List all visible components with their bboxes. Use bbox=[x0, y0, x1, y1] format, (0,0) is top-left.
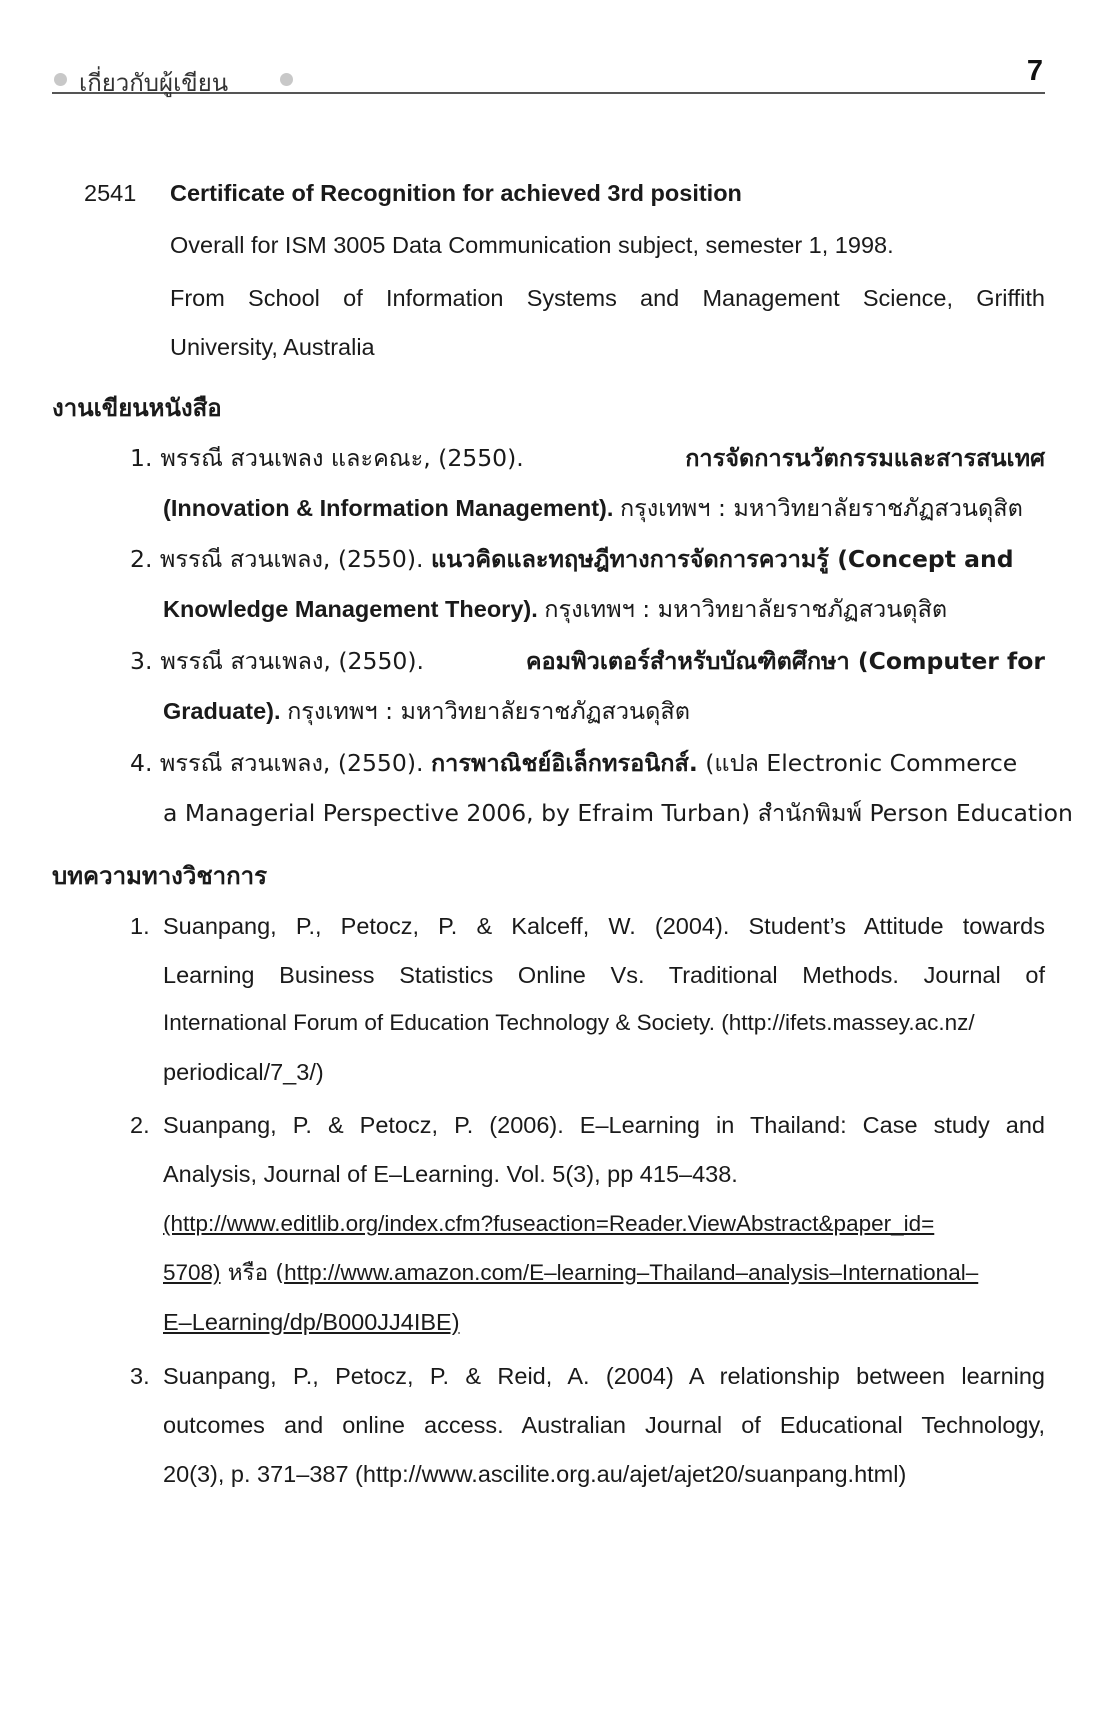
article-line: outcomes and online access. Australian Journal of Educational Technology, bbox=[163, 1412, 1045, 1438]
item-author: พรรณี สวนเพลง, (2550). bbox=[159, 545, 424, 573]
list-item-continuation: a Managerial Perspective 2006, by Efraim Turban) สำนักพิมพ์ Person Education bbox=[163, 799, 1073, 827]
page-header bbox=[52, 52, 1045, 97]
item-title: การพาณิชย์อิเล็กทรอนิกส์. bbox=[430, 749, 698, 777]
item-number: 3. bbox=[130, 1363, 150, 1389]
page-number: 7 bbox=[1026, 55, 1043, 87]
item-publisher: กรุงเทพฯ : มหาวิทยาลัยราชภัฏสวนดุสิต bbox=[544, 595, 948, 623]
award-year: 2541 bbox=[84, 180, 137, 206]
item-number: 1. bbox=[130, 444, 153, 472]
item-note: (แปล Electronic Commerce bbox=[705, 749, 1018, 777]
award-line: From School of Information Systems and Management Science, Griffith bbox=[170, 285, 1045, 311]
item-author: พรรณี สวนเพลง, (2550). bbox=[160, 647, 424, 675]
article-url-link[interactable]: E–Learning/dp/B000JJ4IBE) bbox=[163, 1309, 460, 1335]
article-line: Suanpang, P., Petocz, P. & Reid, A. (2004) A relationship between learning bbox=[163, 1363, 1045, 1389]
article-url-link[interactable]: 5708) bbox=[163, 1260, 221, 1285]
list-item bbox=[130, 443, 1045, 473]
item-publisher: กรุงเทพฯ : มหาวิทยาลัยราชภัฏสวนดุสิต bbox=[619, 494, 1023, 522]
article-line: Suanpang, P., Petocz, P. & Kalceff, W. (2004). Student’s Attitude towards bbox=[163, 913, 1045, 939]
bullet-dot-icon bbox=[280, 73, 293, 86]
item-number: 1. bbox=[130, 913, 150, 939]
item-title: คอมพิวเตอร์สำหรับบัณฑิตศึกษา (Computer for bbox=[525, 647, 1045, 675]
item-number: 4. bbox=[130, 749, 153, 777]
list-item-continuation bbox=[163, 594, 947, 624]
article-line: Learning Business Statistics Online Vs. Traditional Methods. Journal of bbox=[163, 962, 1045, 988]
list-item-continuation bbox=[163, 696, 690, 726]
item-author: พรรณี สวนเพลง, (2550). bbox=[159, 749, 424, 777]
list-item bbox=[130, 646, 1045, 676]
award-line: University, Australia bbox=[170, 334, 375, 360]
item-title: แนวคิดและทฤษฎีทางการจัดการความรู้ (Concept and bbox=[430, 545, 1014, 573]
article-url-line bbox=[163, 1258, 978, 1288]
article-line: International Forum of Education Technology & Society. (http://ifets.massey.ac.nz/ bbox=[163, 1010, 975, 1035]
award-title: Certificate of Recognition for achieved 3rd position bbox=[170, 180, 742, 206]
item-number: 2. bbox=[130, 1112, 150, 1138]
item-title: Knowledge Management Theory). bbox=[163, 596, 538, 622]
item-title: การจัดการนวัตกรรมและสารสนเทศ bbox=[685, 444, 1045, 472]
chapter-title: เกี่ยวกับผู้เขียน bbox=[79, 69, 229, 97]
list-item bbox=[130, 748, 1017, 778]
item-publisher: กรุงเทพฯ : มหาวิทยาลัยราชภัฏสวนดุสิต bbox=[287, 697, 690, 725]
article-line: Analysis, Journal of E–Learning. Vol. 5(3), pp 415–438. bbox=[163, 1161, 738, 1187]
article-line: Suanpang, P. & Petocz, P. (2006). E–Learning in Thailand: Case study and bbox=[163, 1112, 1045, 1138]
article-url-link[interactable]: (http://www.editlib.org/index.cfm?fuseaction=Reader.ViewAbstract&paper_id= bbox=[163, 1211, 935, 1236]
article-line: periodical/7_3/) bbox=[163, 1059, 324, 1085]
section-heading-books: งานเขียนหนังสือ bbox=[52, 394, 222, 422]
item-number: 2. bbox=[130, 545, 153, 573]
item-title: (Innovation & Information Management). bbox=[163, 495, 614, 521]
article-line: 20(3), p. 371–387 (http://www.ascilite.org.au/ajet/ajet20/suanpang.html) bbox=[163, 1461, 907, 1487]
award-line: Overall for ISM 3005 Data Communication subject, semester 1, 1998. bbox=[170, 232, 894, 258]
item-number: 3. bbox=[130, 647, 153, 675]
article-url-link[interactable]: http://www.amazon.com/E–learning–Thailand–analysis–International– bbox=[284, 1260, 979, 1285]
list-item bbox=[130, 544, 1014, 574]
item-author: พรรณี สวนเพลง และคณะ, (2550). bbox=[160, 444, 524, 472]
item-title: Graduate). bbox=[163, 698, 281, 724]
section-heading-articles: บทความทางวิชาการ bbox=[52, 862, 268, 890]
list-item-continuation bbox=[163, 493, 1023, 523]
or-text: หรือ ( bbox=[220, 1260, 285, 1286]
bullet-dot-icon bbox=[54, 73, 67, 86]
